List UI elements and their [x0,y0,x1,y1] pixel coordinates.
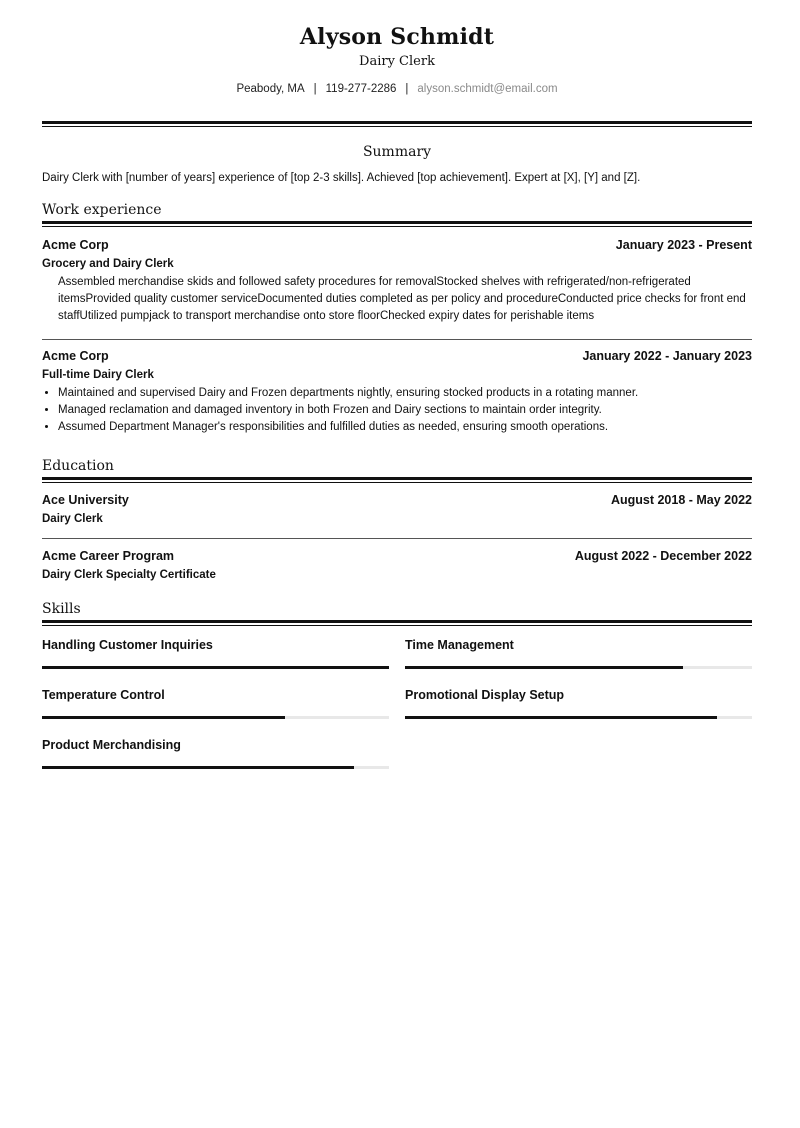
education-degree: Dairy Clerk [42,513,103,525]
contact-separator: | [313,83,317,95]
skill-level-bar [405,716,752,719]
work-section [42,200,752,436]
entry-divider [42,538,752,539]
education-degree: Dairy Clerk Specialty Certificate [42,569,216,581]
education-heading: Education [42,458,114,474]
skill-level-bar [42,716,389,719]
work-bullet: • Assumed Department Manager's responsibilities and fulfilled duties as needed, ensuring smooth operations. [58,419,752,436]
work-entry-head [42,349,752,363]
skill-level-fill [42,766,354,769]
education-entry-head [42,549,752,563]
contact-email-link[interactable]: alyson.schmidt@email.com [417,83,558,95]
education-section [42,456,752,581]
work-entry [42,349,752,436]
candidate-name: Alyson Schmidt [299,24,495,50]
skill-name: Handling Customer Inquiries [42,638,213,652]
work-entry-head [42,238,752,252]
education-entry [42,493,752,525]
skills-grid [42,637,752,769]
work-description: Assembled merchandise skids and followed safety procedures for removalStocked shelves with refrigerated/non-refrigerated itemsProvided quality customer serviceDocumented duties completed as per policy and procedureConducted price checks for front end staffUtilized pumpjack to transport merchandise onto store floorChecked expiry dates for perishable items [58,276,746,322]
skill-level-bar [42,766,389,769]
skill-item [42,737,389,769]
skills-heading: Skills [42,601,81,617]
skill-level-fill [42,666,389,669]
work-employer: Acme Corp [42,238,109,252]
skill-level-fill [405,716,717,719]
work-bullet: • Managed reclamation and damaged inventory in both Frozen and Dairy sections to maintain order integrity. [58,402,752,419]
education-dates: August 2022 - December 2022 [574,549,752,563]
work-role: Grocery and Dairy Clerk [42,258,174,270]
skill-name: Temperature Control [42,688,165,702]
skill-name: Time Management [405,638,514,652]
education-entry [42,549,752,581]
entry-divider [42,339,752,340]
summary-heading: Summary [362,144,432,160]
work-bullet-list [42,385,752,436]
skill-item [405,637,752,669]
skill-level-fill [42,716,285,719]
contact-location: Peabody, MA [236,83,305,95]
skill-item [42,687,389,719]
work-role: Full-time Dairy Clerk [42,369,154,381]
summary-section [42,142,752,186]
education-school: Ace University [42,493,129,507]
header-divider-thin [42,126,752,127]
work-heading-rule [42,221,752,227]
work-employer: Acme Corp [42,349,109,363]
work-dates: January 2022 - January 2023 [582,349,752,363]
work-bullet: • Maintained and supervised Dairy and Frozen departments nightly, ensuring stocked products in a rotating manner. [58,385,752,402]
summary-text: Dairy Clerk with [number of years] experience of [top 2-3 skills]. Achieved [top achievement]. Expert at [X], [Y] and [Z]. [42,172,641,184]
skill-item [42,637,389,669]
candidate-title: Dairy Clerk [359,54,435,69]
skill-level-fill [405,666,683,669]
skill-level-bar [405,666,752,669]
resume-header [42,0,752,97]
work-dates: January 2023 - Present [615,238,752,252]
skills-heading-rule [42,620,752,626]
education-school: Acme Career Program [42,549,175,563]
contact-line [42,81,752,97]
skill-item [405,687,752,719]
skill-level-bar [42,666,389,669]
education-dates: August 2018 - May 2022 [610,493,752,507]
contact-separator: | [405,83,409,95]
resume-page [42,0,752,769]
work-entry [42,238,752,325]
education-heading-rule [42,477,752,483]
education-entry-head [42,493,752,507]
work-heading: Work experience [42,202,162,218]
skills-section [42,599,752,769]
contact-phone: 119-277-2286 [325,83,397,95]
skill-name: Product Merchandising [42,738,181,752]
header-divider [42,121,752,124]
skill-name: Promotional Display Setup [405,688,565,702]
